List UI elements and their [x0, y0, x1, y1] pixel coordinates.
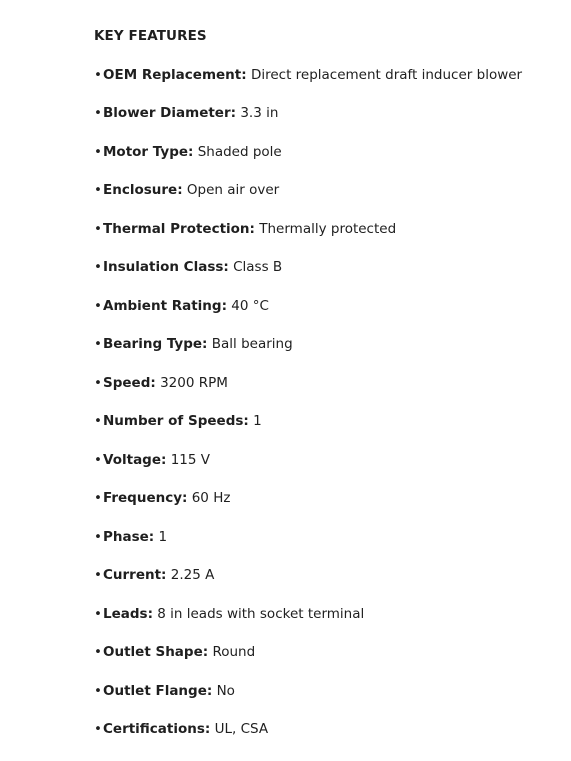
feature-value: UL, CSA [214, 721, 269, 737]
feature-item-speed [94, 374, 554, 392]
bullet-icon: • [94, 374, 102, 391]
section-heading: KEY FEATURES [94, 28, 207, 44]
feature-item-oem-replacement [94, 66, 554, 84]
feature-value: 3200 RPM [160, 374, 228, 391]
bullet-icon: • [94, 451, 102, 468]
feature-value: 115 V [170, 451, 210, 468]
bullet-icon: • [94, 605, 102, 622]
feature-label: Bearing Type: [103, 336, 208, 352]
feature-label: Outlet Flange: [103, 682, 213, 699]
feature-label: OEM Replacement: [103, 66, 247, 83]
bullet-icon: • [94, 259, 102, 275]
feature-label: Enclosure: [103, 182, 183, 198]
feature-value: 1 [253, 413, 262, 429]
feature-item-blower-diameter [94, 104, 554, 122]
feature-value: 3.3 in [240, 105, 279, 121]
bullet-icon: • [94, 490, 102, 506]
feature-item-frequency [94, 489, 554, 507]
bullet-icon: • [94, 721, 102, 737]
feature-label: Voltage: [103, 451, 167, 468]
bullet-icon: • [94, 143, 102, 160]
feature-item-outlet-shape [94, 643, 554, 661]
bullet-icon: • [94, 297, 102, 314]
feature-label: Frequency: [103, 490, 188, 506]
feature-value: 2.25 A [170, 567, 215, 583]
feature-item-number-of-speeds [94, 412, 554, 430]
bullet-icon: • [94, 567, 102, 583]
feature-label: Ambient Rating: [103, 297, 227, 314]
feature-label: Number of Speeds: [103, 413, 249, 429]
feature-item-insulation-class [94, 258, 554, 276]
feature-item-leads [94, 605, 554, 623]
feature-value: Open air over [186, 182, 280, 198]
feature-value: No [216, 682, 235, 699]
feature-item-thermal-protection [94, 220, 554, 238]
bullet-icon: • [94, 682, 102, 699]
bullet-icon: • [94, 528, 102, 545]
bullet-icon: • [94, 105, 102, 121]
bullet-icon: • [94, 413, 102, 429]
feature-item-motor-type [94, 143, 554, 161]
feature-item-bearing-type [94, 335, 554, 353]
feature-value: Direct replacement draft inducer blower [250, 66, 523, 83]
feature-value: Round [212, 644, 256, 660]
bullet-icon: • [94, 336, 102, 352]
feature-value: 8 in leads with socket terminal [157, 605, 365, 622]
feature-value: Thermally protected [259, 220, 397, 237]
feature-item-enclosure [94, 181, 554, 199]
feature-value: Ball bearing [211, 336, 293, 352]
feature-value: Shaded pole [197, 143, 282, 160]
bullet-icon: • [94, 644, 102, 660]
bullet-icon: • [94, 220, 102, 237]
feature-item-certifications [94, 720, 554, 738]
feature-item-outlet-flange [94, 682, 554, 700]
feature-label: Speed: [103, 374, 156, 391]
feature-item-voltage [94, 451, 554, 469]
feature-label: Leads: [103, 605, 153, 622]
feature-label: Phase: [103, 528, 155, 545]
bullet-icon: • [94, 66, 102, 83]
feature-label: Certifications: [103, 721, 211, 737]
key-features-section [94, 27, 554, 759]
feature-value: 1 [158, 528, 168, 545]
feature-list [94, 66, 554, 739]
feature-value: 40 °C [231, 297, 269, 314]
bullet-icon: • [94, 182, 102, 198]
feature-item-phase [94, 528, 554, 546]
feature-label: Blower Diameter: [103, 105, 237, 121]
feature-label: Current: [103, 567, 167, 583]
feature-item-current [94, 566, 554, 584]
feature-value: 60 Hz [191, 490, 231, 506]
feature-item-ambient-rating [94, 297, 554, 315]
feature-value: Class B [233, 259, 283, 275]
feature-label: Thermal Protection: [103, 220, 255, 237]
feature-label: Outlet Shape: [103, 644, 209, 660]
feature-label: Insulation Class: [103, 259, 229, 275]
feature-label: Motor Type: [103, 143, 194, 160]
